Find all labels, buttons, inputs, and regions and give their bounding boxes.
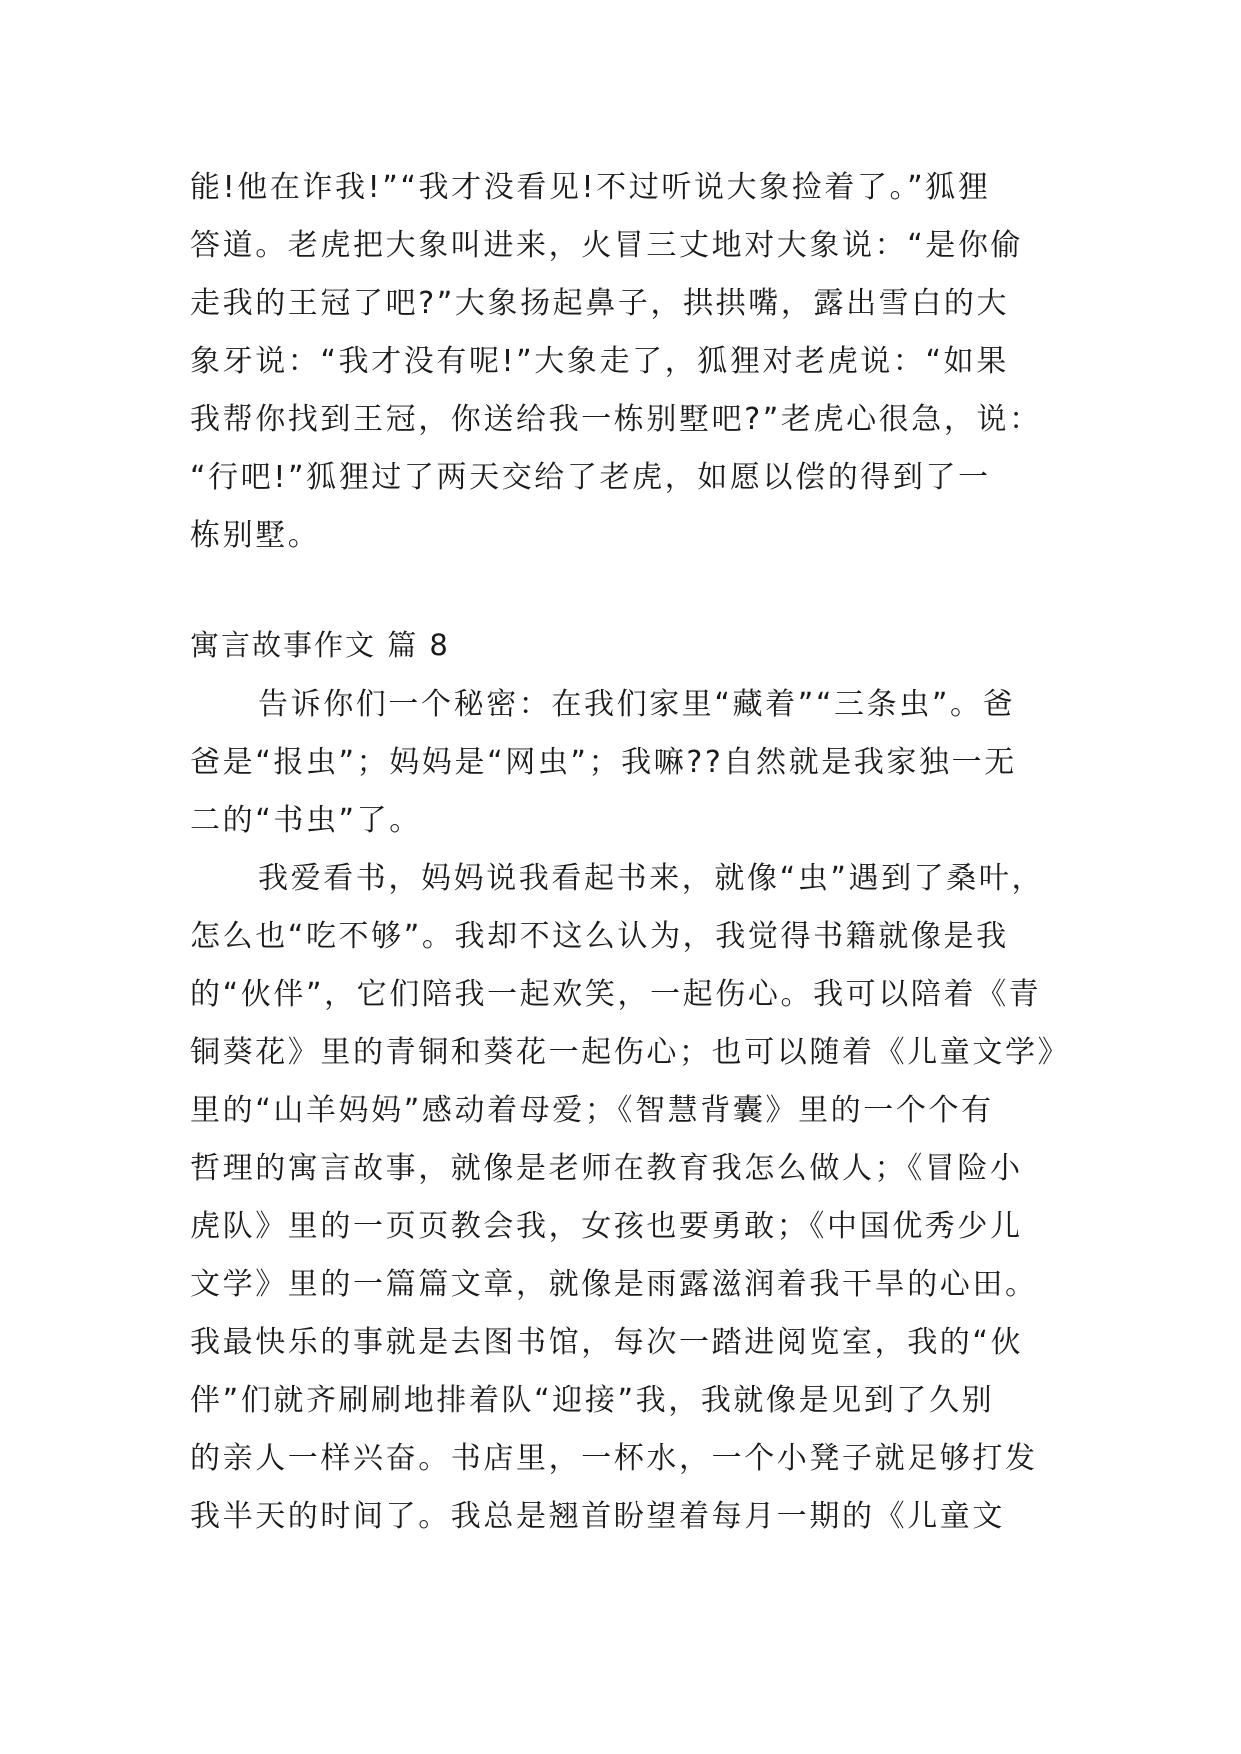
text-line: 栋别墅。 bbox=[190, 518, 321, 553]
text-line: 文学》里的一篇篇文章，就像是雨露滋润着我干旱的心田。 bbox=[190, 1267, 1038, 1302]
text-line: 我最快乐的事就是去图书馆，每次一踏进阅览室，我的“伙 bbox=[190, 1325, 1024, 1360]
text-line: 的“伙伴”，它们陪我一起欢笑，一起伤心。我可以陪着《青 bbox=[190, 977, 1042, 1012]
text-line: 我半天的时间了。我总是翘首盼望着每月一期的《儿童文 bbox=[190, 1499, 1005, 1534]
text-line: 里的“山羊妈妈”感动着母爱；《智慧背囊》里的一个个有 bbox=[190, 1093, 994, 1128]
text-line: 能!他在诈我!”“我才没看见!不过听说大象捡着了。”狐狸 bbox=[190, 170, 991, 205]
text-line: 伴”们就齐刷刷地排着队“迎接”我，我就像是见到了久别 bbox=[190, 1383, 995, 1418]
text-line: 我帮你找到王冠，你送给我一栋别墅吧?”老虎心很急，说： bbox=[190, 402, 1042, 437]
text-line: 象牙说：“我才没有呢!”大象走了，狐狸对老虎说：“如果 bbox=[190, 344, 1009, 379]
text-line: “行吧!”狐狸过了两天交给了老虎，如愿以偿的得到了一 bbox=[190, 460, 991, 495]
text-line: 虎队》里的一页页教会我，女孩也要勇敢；《中国优秀少儿 bbox=[190, 1209, 1023, 1244]
text-line: 爸是“报虫”；妈妈是“网虫”；我嘛??自然就是我家独一无 bbox=[190, 745, 1017, 780]
text-line: 告诉你们一个秘密：在我们家里“藏着”“三条虫”。爸 bbox=[258, 687, 1016, 722]
text-line: 我爱看书，妈妈说我看起书来，就像“虫”遇到了桑叶， bbox=[258, 861, 1045, 896]
section-heading: 寓言故事作文 篇 8 bbox=[190, 628, 450, 662]
text-line: 哲理的寓言故事，就像是老师在教育我怎么做人；《冒险小 bbox=[190, 1151, 1023, 1186]
text-line: 答道。老虎把大象叫进来，火冒三丈地对大象说：“是你偷 bbox=[190, 228, 1024, 263]
text-line: 的亲人一样兴奋。书店里，一杯水，一个小凳子就足够打发 bbox=[190, 1441, 1038, 1476]
text-line: 铜葵花》里的青铜和葵花一起伤心；也可以随着《儿童文学》 bbox=[190, 1035, 1071, 1070]
text-line: 二的“书虫”了。 bbox=[190, 803, 422, 838]
text-line: 怎么也“吃不够”。我却不这么认为，我觉得书籍就像是我 bbox=[190, 919, 1009, 954]
text-line: 走我的王冠了吧?”大象扬起鼻子，拱拱嘴，露出雪白的大 bbox=[190, 286, 1010, 321]
